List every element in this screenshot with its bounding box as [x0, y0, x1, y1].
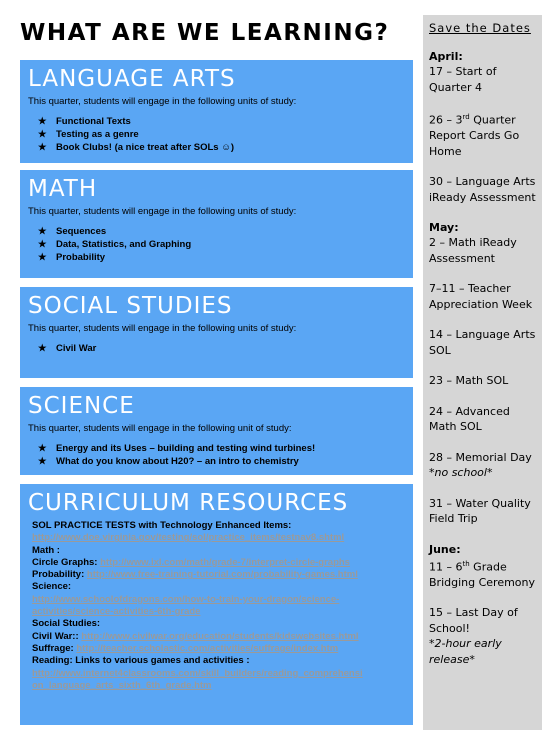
save-the-dates-title: Save the Dates — [429, 21, 531, 35]
date-item: 23 – Math SOL — [429, 374, 509, 388]
suffrage-link[interactable]: http://teacher.scholastic.com/activities/suffrage/index.htm — [76, 642, 339, 654]
science-link[interactable]: http://www.schoolofdragons.com/how-to-train-your-dragon/science- — [32, 593, 340, 605]
month-april: April: — [429, 50, 463, 63]
reading-link-continued[interactable]: on_language_arts_sixth_6th_grade.htm — [32, 679, 212, 691]
date-item: 15 – Last Day of School! *2-hour early release* — [429, 606, 518, 666]
date-item: 11 – 6th Grade Bridging Ceremony — [429, 559, 536, 589]
circle-graphs-label: Circle Graphs: — [32, 556, 101, 568]
date-item: 7–11 – Teacher Appreciation Week — [429, 282, 533, 311]
star-bullet-icon: ★ — [38, 129, 47, 140]
date-item: 14 – Language Arts SOL — [429, 328, 536, 357]
science-section — [20, 387, 413, 475]
month-june: June: — [429, 542, 461, 556]
probability-link[interactable]: http://www.free-training-tutorial.com/probability-games.html — [86, 569, 358, 581]
circle-graphs-link[interactable]: http://www.ixl.com/math/grade-7/interpret-circle-graphs — [100, 556, 350, 568]
star-bullet-icon: ★ — [38, 252, 47, 263]
science-units — [28, 442, 405, 468]
math-units — [28, 225, 405, 264]
list-item: ★ Energy and its Uses – building and testing wind turbines! — [38, 443, 316, 454]
probability-label: Probability: — [32, 569, 87, 581]
list-item: ★ What do you know about H20? – an intro to chemistry — [38, 456, 299, 467]
sol-label: SOL PRACTICE TESTS with Technology Enhanced Items: — [32, 520, 292, 531]
star-bullet-icon: ★ — [38, 226, 47, 237]
math-intro: This quarter, students will engage in the following units of study: — [28, 206, 297, 217]
date-item: 28 – Memorial Day *no school* — [429, 450, 532, 480]
curriculum-resources-title: CURRICULUM RESOURCES — [28, 490, 349, 516]
date-item: 2 – Math iReady Assessment — [429, 236, 517, 265]
social-studies-label: Social Studies: — [32, 618, 101, 630]
star-bullet-icon: ★ — [38, 142, 47, 153]
star-bullet-icon: ★ — [38, 343, 47, 354]
language-arts-title: LANGUAGE ARTS — [28, 66, 236, 92]
date-item: 17 – Start of Quarter 4 — [429, 65, 497, 94]
date-item: 31 – Water Quality Field Trip — [429, 496, 531, 526]
date-item: 24 – Advanced Math SOL — [429, 404, 510, 434]
social-studies-intro: This quarter, students will engage in the following units of study: — [28, 323, 297, 334]
civil-war-label: Civil War:: — [32, 630, 82, 642]
date-item: 26 – 3rd Quarter Report Cards Go Home — [429, 113, 520, 158]
science-label: Science: — [32, 581, 72, 593]
list-item: ★ Sequences — [38, 226, 107, 237]
math-title: MATH — [28, 176, 98, 202]
curriculum-resources-section — [20, 484, 413, 725]
math-label: Math : — [32, 544, 60, 556]
language-arts-section — [20, 60, 413, 163]
science-intro: This quarter, students will engage in the following unit of study: — [28, 423, 292, 434]
sol-practice-link[interactable]: http://www.doe.virginia.gov/testing/sol/practice_items/testnav8.shtml — [32, 532, 345, 544]
civil-war-link[interactable]: http://www.civilwar.org/education/students/kidswebsites.html — [81, 630, 359, 642]
math-section — [20, 170, 413, 278]
page-title: WHAT ARE WE LEARNING? — [20, 20, 390, 46]
science-title: SCIENCE — [28, 393, 135, 419]
language-arts-intro: This quarter, students will engage in the following units of study: — [28, 96, 297, 107]
reading-label: Reading: — [32, 655, 73, 667]
star-bullet-icon: ★ — [38, 443, 47, 454]
star-bullet-icon: ★ — [38, 239, 47, 250]
list-item: ★ Probability — [38, 252, 106, 263]
science-link-continued[interactable]: activities/science-activities-6th-grade — [32, 606, 201, 618]
star-bullet-icon: ★ — [38, 456, 47, 467]
date-item: 30 – Language Arts iReady Assessment — [429, 175, 536, 204]
month-may: May: — [429, 221, 459, 235]
list-item: ★ Functional Texts — [38, 116, 131, 127]
star-bullet-icon: ★ — [38, 116, 47, 127]
list-item: ★ Data, Statistics, and Graphing — [38, 239, 192, 250]
list-item: ★ Testing as a genre — [38, 129, 139, 140]
suffrage-label: Suffrage: — [32, 642, 77, 654]
list-item: ★ Book Clubs! (a nice treat after SOLs ☺) — [38, 142, 235, 153]
language-arts-units — [28, 115, 405, 154]
social-studies-units — [28, 342, 405, 355]
list-item: ★ Civil War — [38, 343, 97, 354]
reading-text: Links to various games and activities : — [72, 655, 250, 667]
reading-link[interactable]: http://www.internet4classrooms.com/skill_builders/reading_comprehensi — [32, 667, 363, 679]
social-studies-section — [20, 287, 413, 378]
save-the-dates-sidebar — [423, 15, 542, 730]
social-studies-title: SOCIAL STUDIES — [28, 293, 233, 319]
